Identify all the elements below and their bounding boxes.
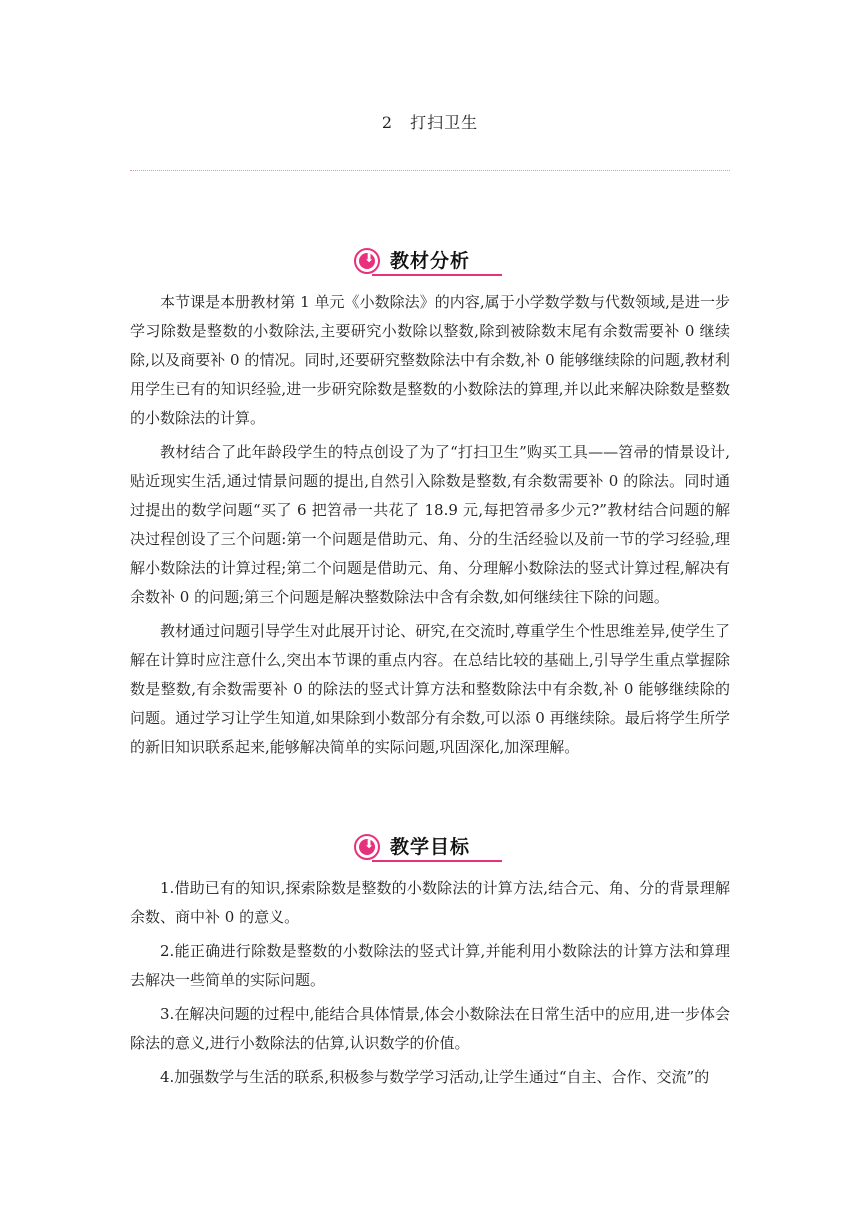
objective-item: 2.能正确进行除数是整数的小数除法的竖式计算,并能利用小数除法的计算方法和算理去解决一些简单的实际问题。 bbox=[130, 942, 730, 989]
section-heading-analysis bbox=[354, 246, 506, 276]
download-arrow-icon bbox=[354, 834, 380, 860]
page-title: 2 打扫卫生 bbox=[381, 113, 479, 132]
download-arrow-icon bbox=[354, 248, 380, 274]
objective-item: 1.借助已有的知识,探索除数是整数的小数除法的计算方法,结合元、角、分的背景理解余数、商中补 0 的意义。 bbox=[130, 879, 730, 926]
objective-item: 4.加强数学与生活的联系,积极参与数学学习活动,让学生通过“自主、合作、交流”的 bbox=[160, 1068, 710, 1086]
section-heading-label: 教学目标 bbox=[390, 836, 471, 858]
section-body-objectives bbox=[130, 874, 730, 1097]
header-divider bbox=[130, 170, 730, 171]
paragraph: 本节课是本册教材第 1 单元《小数除法》的内容,属于小学数学数与代数领域,是进一步学习除数是整数的小数除法,主要研究小数除以整数,除到被除数末尾有余数需要补 0 继续除,以及商要补 0 的情况。同时,还要研究整数除法中有余数,补 0 能够继续除的问题,教材利用学生已有的知识经验,进一步研究除数是整数的小数除法的算理,并以此来解决除数是整数的小数除法的计算。 bbox=[130, 293, 730, 427]
paragraph: 教材通过问题引导学生对此展开讨论、研究,在交流时,尊重学生个性思维差异,使学生了解在计算时应注意什么,突出本节课的重点内容。在总结比较的基础上,引导学生重点掌握除数是整数,有余数需要补 0 的除法的竖式计算方法和整数除法中有余数,补 0 能够继续除的问题。通过学习让学生知道,如果除到小数部分有余数,可以添 0 再继续除。最后将学生所学的新旧知识联系起来,能够解决简单的实际问题,巩固深化,加深理解。 bbox=[130, 622, 730, 756]
heading-underline bbox=[372, 860, 502, 862]
heading-underline bbox=[372, 274, 502, 276]
section-heading-label: 教材分析 bbox=[390, 250, 471, 272]
section-body-analysis bbox=[130, 288, 730, 767]
section-heading-objectives bbox=[354, 832, 506, 862]
objective-item: 3.在解决问题的过程中,能结合具体情景,体会小数除法在日常生活中的应用,进一步体会除法的意义,进行小数除法的估算,认识数学的价值。 bbox=[130, 1005, 730, 1052]
paragraph: 教材结合了此年龄段学生的特点创设了为了“打扫卫生”购买工具——笤帚的情景设计,贴近现实生活,通过情景问题的提出,自然引入除数是整数,有余数需要补 0 的除法。同时通过提出的数学问题“买了 6 把笤帚一共花了 18.9 元,每把笤帚多少元?”教材结合问题的解决过程创设了三个问题:第一个问题是借助元、角、分的生活经验以及前一节的学习经验,理解小数除法的计算过程;第二个问题是借助元、角、分理解小数除法的竖式计算过程,解决有余数补 0 的问题;第三个问题是解决整数除法中含有余数,如何继续往下除的问题。 bbox=[130, 443, 730, 606]
